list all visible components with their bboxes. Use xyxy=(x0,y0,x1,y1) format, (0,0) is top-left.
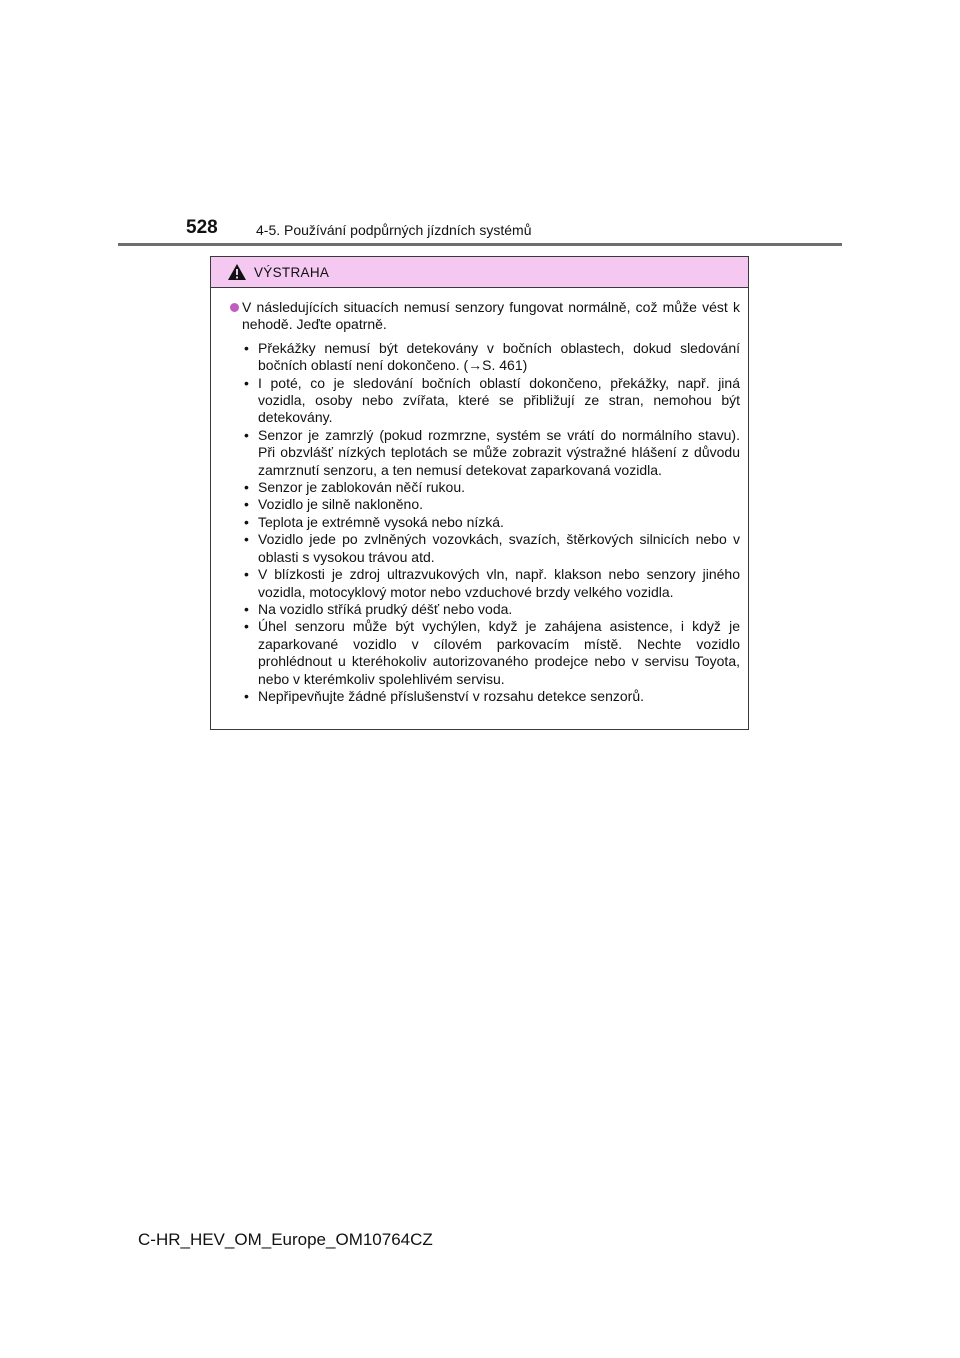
list-item: • V blízkosti je zdroj ultrazvukových vln, např. klakson nebo senzory jiného vozidla, motocyklový motor nebo vzduchové brzdy velkého vozidla. xyxy=(244,566,740,600)
warning-header xyxy=(211,257,748,288)
warning-intro-text: V následujících situacích nemusí senzory fungovat normálně, což může vést k nehodě. Jeďte opatrně. xyxy=(242,299,740,333)
document-code: C-HR_HEV_OM_Europe_OM10764CZ xyxy=(138,1230,433,1249)
section-title: 4-5. Používání podpůrných jízdních systémů xyxy=(256,222,532,238)
header-divider xyxy=(118,243,842,246)
warning-body xyxy=(211,288,748,705)
list-item: • I poté, co je sledování bočních oblastí dokončeno, překážky, např. jiná vozidla, osoby nebo zvířata, které se přibližují ze stran, nemohou být detekovány. xyxy=(244,374,740,426)
list-item: • Vozidlo jede po zvlněných vozovkách, svazích, štěrkových silnicích nebo v oblasti s vysokou trávou atd. xyxy=(244,531,740,565)
bullet-dot-icon xyxy=(230,303,239,312)
list-item: • Teplota je extrémně vysoká nebo nízká. xyxy=(244,513,504,530)
warning-title: VÝSTRAHA xyxy=(254,264,330,280)
list-item: • Překážky nemusí být detekovány v bočních oblastech, dokud sledování bočních oblastí není dokončeno. (→S. 461) xyxy=(244,339,740,374)
list-item: • Nepřipevňujte žádné příslušenství v rozsahu detekce senzorů. xyxy=(244,687,644,704)
list-item: • Senzor je zamrzlý (pokud rozmrzne, systém se vrátí do normálního stavu). Při obzvlášť nízkých teplotách se může zobrazit výstražné hlášení z důvodu zamrznutí senzoru, a ten nemusí detekovat zaparkovaná vozidla. xyxy=(244,426,740,478)
list-item: • Vozidlo je silně nakloněno. xyxy=(244,496,424,513)
warning-intro xyxy=(230,299,740,334)
warning-item-list xyxy=(230,340,740,706)
page-number: 528 xyxy=(186,217,218,238)
warning-box xyxy=(210,256,749,730)
warning-triangle-icon xyxy=(227,263,247,281)
list-item: • Senzor je zablokován něčí rukou. xyxy=(244,479,466,496)
list-item: • Na vozidlo stříká prudký déšť nebo voda. xyxy=(244,600,513,617)
list-item: • Úhel senzoru může být vychýlen, když je zahájena asistence, i když je zaparkované vozidlo v cílovém parkovacím místě. Nechte vozidlo prohlédnout u kteréhokoliv autorizovaného prodejce nebo v servisu Toyota, nebo v kterémkoliv spolehlivém servisu. xyxy=(244,618,740,687)
